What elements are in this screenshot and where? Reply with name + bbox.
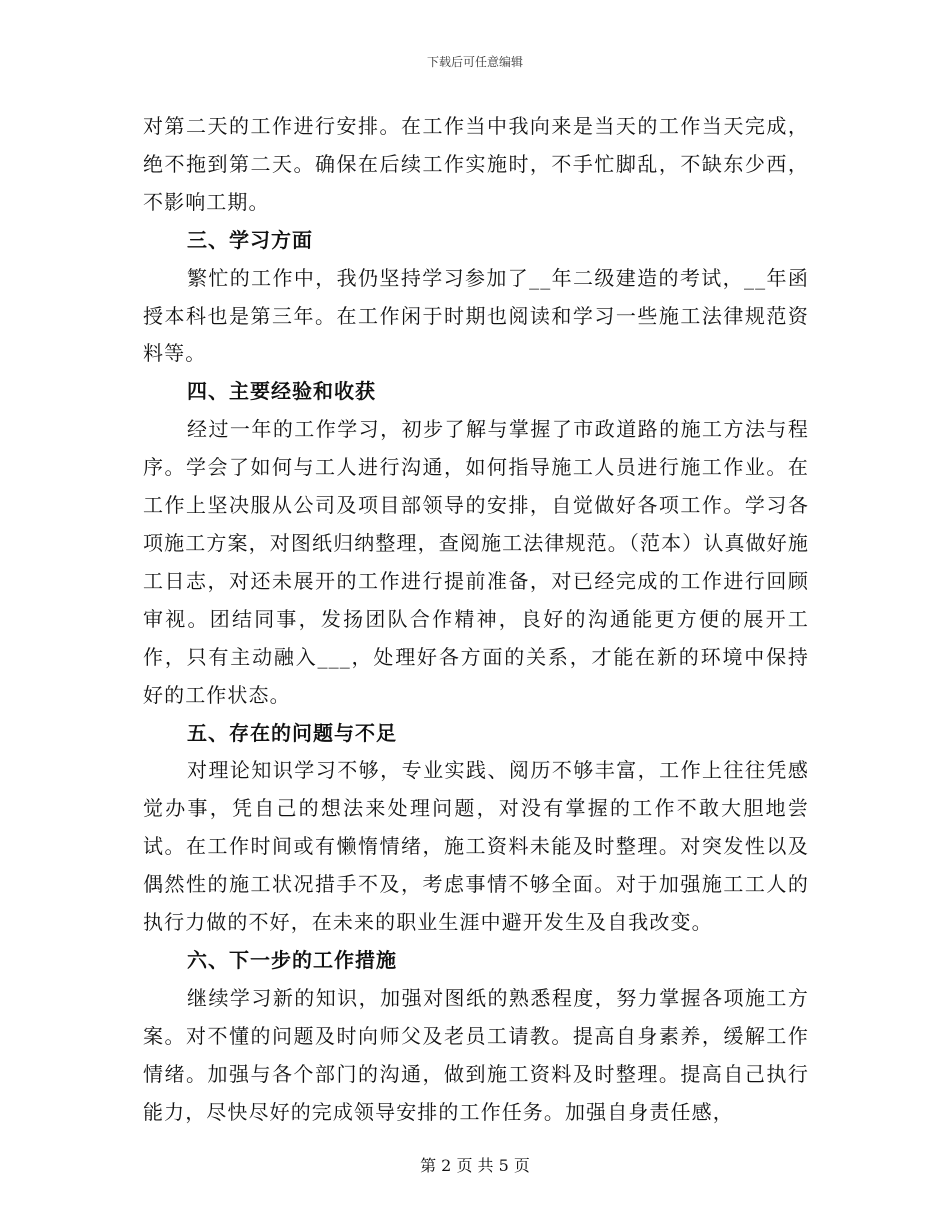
paragraph-experience: 经过一年的工作学习，初步了解与掌握了市政道路的施工方法与程序。学会了如何与工人进行沟通，如何指导施工人员进行施工作业。在工作上坚决服从公司及项目部领导的安排，自觉做好各项工作。学习各项施工方案，对图纸归纳整理，查阅施工法律规范。（范本）认真做好施工日志，对还未展开的工作进行提前准备，对已经完成的工作进行回顾审视。团结同事，发扬团队合作精神，良好的沟通能更方便的展开工作，只有主动融入___，处理好各方面的关系，才能在新的环境中保持好的工作状态。 (143, 417, 809, 707)
paragraph-problems: 对理论知识学习不够，专业实践、阅历不够丰富，工作上往往凭感觉办事，凭自己的想法来处理问题，对没有掌握的工作不敢大胆地尝试。在工作时间或有懒惰情绪，施工资料未能及时整理。对突发性以及偶然性的施工状况措手不及，考虑事情不够全面。对于加强施工工人的执行力做的不好，在未来的职业生涯中避开发生及自我改变。 (143, 758, 809, 935)
document-body (143, 108, 809, 1131)
paragraph-next-steps: 继续学习新的知识，加强对图纸的熟悉程度，努力掌握各项施工方案。对不懂的问题及时向师父及老员工请教。提高自身素养，缓解工作情绪。加强与各个部门的沟通，做到施工资料及时整理。提高自己执行能力，尽快尽好的完成领导安排的工作任务。加强自身责任感， (143, 985, 809, 1124)
page-header: 下载后可任意编辑 (426, 55, 523, 69)
paragraph-study: 繁忙的工作中，我仍坚持学习参加了__年二级建造的考试，__年函授本科也是第三年。在工作闲于时期也阅读和学习一些施工法律规范资料等。 (143, 265, 809, 366)
section-heading-experience: 四、主要经验和收获 (187, 379, 376, 404)
paragraph-continuation: 对第二天的工作进行安排。在工作当中我向来是当天的工作当天完成，绝不拖到第二天。确保在后续工作实施时，不手忙脚乱，不缺东少西，不影响工期。 (143, 114, 809, 214)
section-heading-problems: 五、存在的问题与不足 (187, 720, 397, 745)
section-heading-study: 三、学习方面 (187, 227, 313, 252)
section-heading-next-steps: 六、下一步的工作措施 (187, 947, 397, 972)
page-number: 第 2 页 共 5 页 (420, 1156, 530, 1175)
